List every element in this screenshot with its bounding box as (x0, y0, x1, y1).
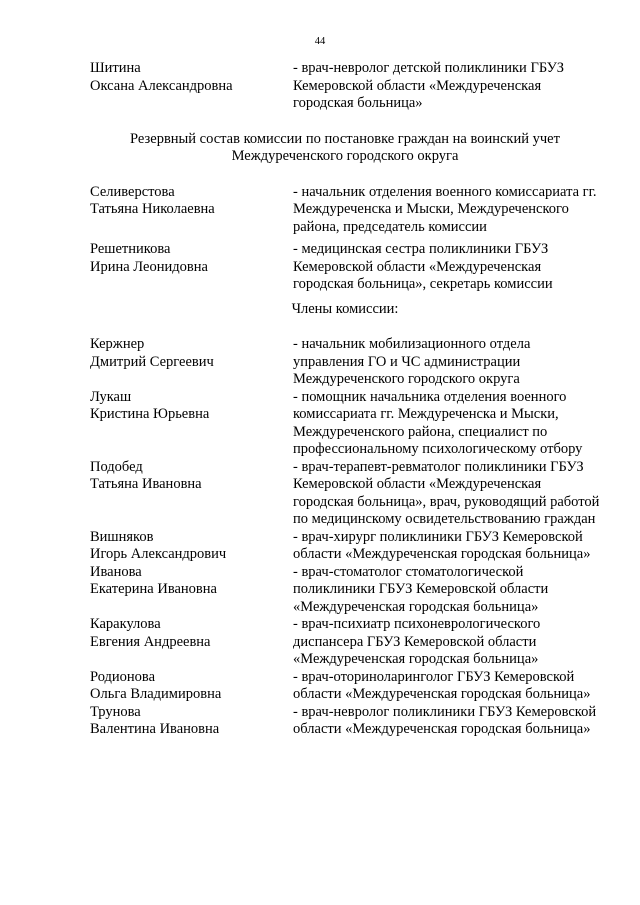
person-given-name: Татьяна Ивановна (90, 476, 202, 492)
person-name (90, 616, 293, 669)
commission-entry (90, 669, 600, 704)
person-surname: Родионова (90, 668, 156, 685)
person-name (90, 564, 293, 617)
commission-entry (90, 60, 600, 113)
page-number: 44 (314, 36, 326, 47)
person-role: - медицинская сестра поликлиники ГБУЗ Кемеровской области «Междуреченская городская больница», секретарь комиссии (293, 241, 553, 292)
commission-entry (90, 459, 600, 529)
members-heading: Члены комиссии: (291, 300, 399, 317)
person-given-name: Кристина Юрьевна (90, 406, 210, 422)
person-role: - врач-невролог детской поликлиники ГБУЗ Кемеровской области «Междуреченская городская больница» (293, 60, 564, 111)
person-role: - врач-психиатр психоневрологического диспансера ГБУЗ Кемеровской области «Междуреченская городская больница» (293, 616, 541, 667)
person-surname: Каракулова (90, 616, 161, 632)
reserve-heading-line-2: Междуреченского городского округа (231, 148, 459, 164)
person-name (90, 336, 293, 389)
person-name (90, 241, 293, 294)
person-role: - помощник начальника отделения военного комиссариата гг. Междуреченска и Мыски, Междуреченского района, специалист по профессиональному психологическому отбору (293, 388, 583, 457)
reserve-heading-line-1: Резервный состав комиссии по постановке граждан на воинский учет (130, 130, 560, 147)
person-role: - начальник мобилизационного отдела управления ГО и ЧС администрации Междуреченского городского округа (293, 336, 531, 387)
commission-entry (90, 616, 600, 669)
commission-entry (90, 389, 600, 459)
person-name (90, 669, 293, 704)
person-name (90, 389, 293, 459)
person-surname: Селиверстова (90, 183, 175, 200)
person-surname: Шитина (90, 60, 141, 76)
person-given-name: Евгения Андреевна (90, 633, 211, 650)
person-given-name: Татьяна Николаевна (90, 201, 215, 217)
person-role: - начальник отделения военного комиссариата гг. Междуреченска и Мыски, Междуреченского района, председатель комиссии (293, 183, 597, 235)
person-role: - врач-терапевт-ревматолог поликлиники ГБУЗ Кемеровской области «Междуреченская городская больница», врач, руководящий работой по медицинскому освидетельствованию граждан (293, 458, 600, 527)
commission-entry (90, 529, 600, 564)
person-given-name: Валентина Ивановна (90, 721, 220, 737)
person-name (90, 459, 293, 529)
person-given-name: Оксана Александровна (90, 77, 233, 94)
person-surname: Иванова (90, 563, 142, 580)
person-name (90, 184, 293, 237)
person-surname: Кержнер (90, 336, 145, 352)
person-surname: Вишняков (90, 528, 154, 545)
person-surname: Лукаш (90, 388, 132, 405)
person-role: - врач-оториноларинголог ГБУЗ Кемеровской области «Междуреченская городская больница» (293, 668, 591, 702)
commission-entry (90, 704, 600, 739)
person-name (90, 529, 293, 564)
person-given-name: Екатерина Ивановна (90, 581, 217, 597)
commission-entry (90, 184, 600, 237)
person-role: - врач-невролог поликлиники ГБУЗ Кемеровской области «Междуреченская городская больница» (293, 703, 597, 737)
person-surname: Подобед (90, 458, 143, 475)
commission-entry (90, 241, 600, 294)
person-surname: Трунова (90, 703, 141, 720)
person-role: - врач-стоматолог стоматологической поликлиники ГБУЗ Кемеровской области «Междуреченская городская больница» (293, 563, 549, 615)
person-given-name: Ольга Владимировна (90, 686, 222, 702)
person-given-name: Ирина Леонидовна (90, 258, 208, 275)
person-role: - врач-хирург поликлиники ГБУЗ Кемеровской области «Междуреченская городская больница» (293, 528, 591, 562)
commission-entry (90, 564, 600, 617)
person-given-name: Дмитрий Сергеевич (90, 353, 214, 370)
document-body (90, 60, 600, 739)
person-name (90, 704, 293, 739)
reserve-heading (90, 131, 600, 166)
person-given-name: Игорь Александрович (90, 546, 227, 562)
person-surname: Решетникова (90, 241, 171, 257)
person-name (90, 60, 293, 113)
commission-entry (90, 336, 600, 389)
